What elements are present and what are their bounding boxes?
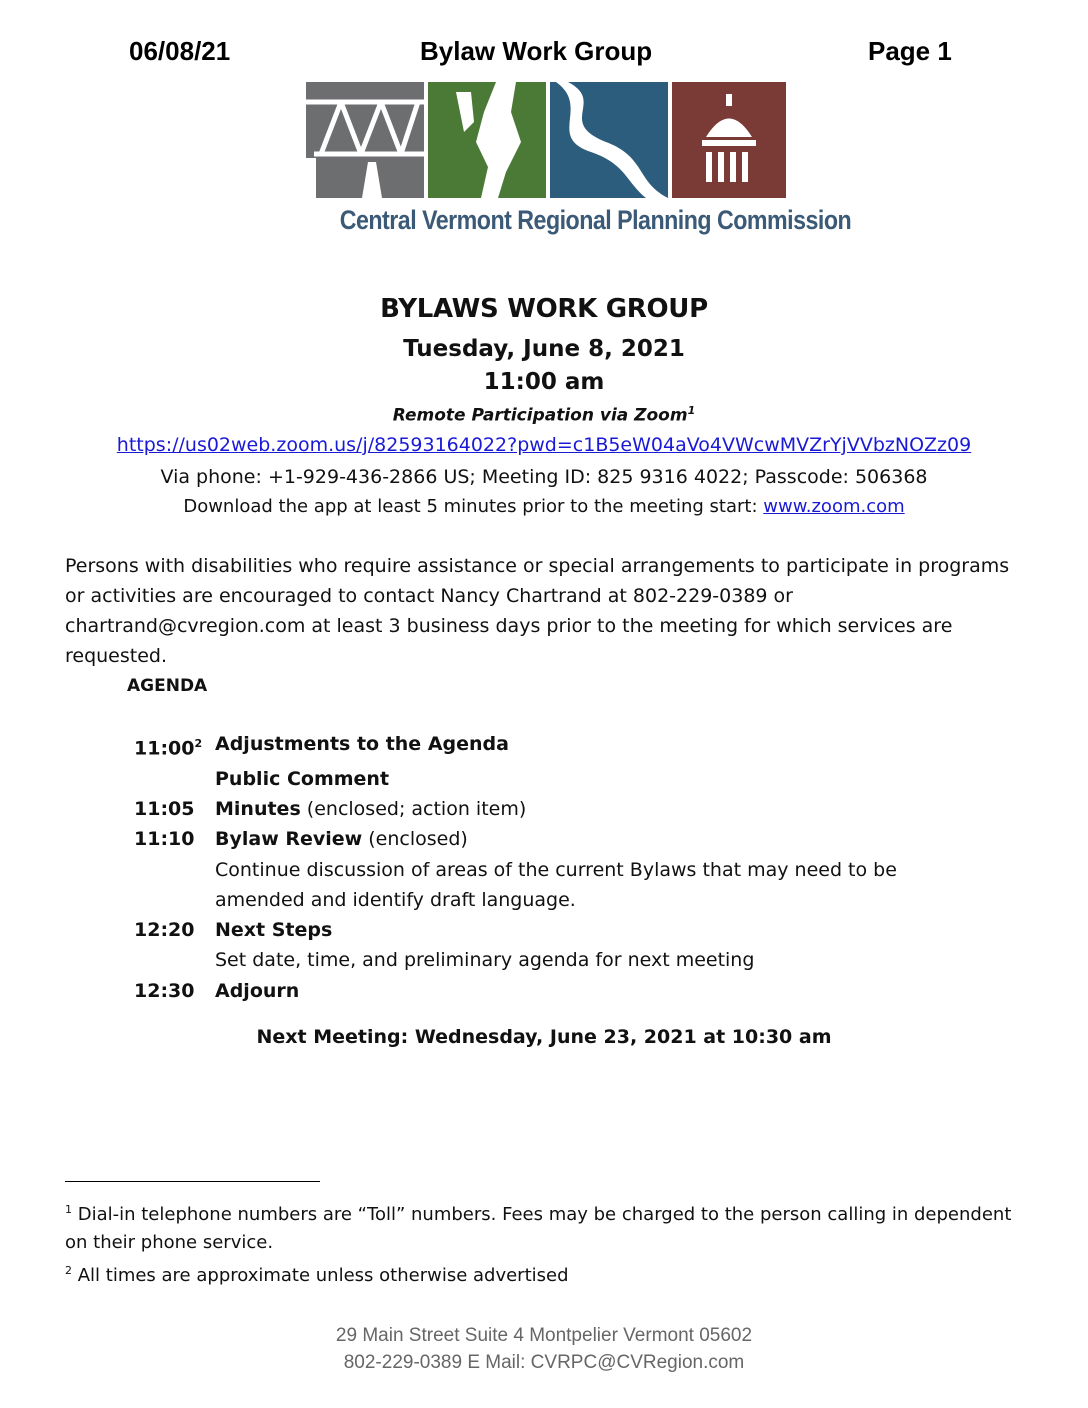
footnote-1: $^1$ Dial-in telephone numbers are “Toll” numbers. Fees may be charged to the person calling in dependent on their phone service.	[65, 1203, 1012, 1253]
agenda-item-description	[134, 945, 897, 975]
footnote-2: $^2$ All times are approximate unless otherwise advertised	[65, 1264, 569, 1286]
agenda-item-title: Minutes	[215, 797, 301, 820]
zoom-website-link[interactable]: www.zoom.com	[763, 496, 905, 517]
agenda-time: 11:10	[134, 828, 195, 851]
footnotes	[65, 1196, 1025, 1290]
agenda-item	[134, 824, 897, 854]
agenda-time: 11:05	[134, 797, 195, 820]
meeting-time: 11:00 am	[483, 369, 605, 395]
agenda-item-description	[134, 855, 897, 885]
agenda-item	[134, 729, 897, 764]
agenda-item	[134, 915, 897, 945]
agenda-item	[134, 764, 897, 794]
remote-label-text: Remote Participation via Zoom	[392, 405, 688, 426]
agenda-item-title: Next Steps	[215, 919, 333, 942]
download-text: Download the app at least 5 minutes prior to the meeting start:	[183, 496, 764, 517]
zoom-link-line	[0, 434, 1088, 456]
agenda-item-title: Adjustments to the Agenda	[215, 733, 509, 755]
header-page-number: Page 1	[868, 36, 952, 66]
cvrpc-logo	[306, 82, 786, 198]
download-app-line	[0, 496, 1088, 517]
agenda-time: 12:30	[134, 979, 195, 1002]
agenda-time: 12:20	[134, 919, 195, 942]
agenda-time: $11:00^2$	[134, 737, 203, 760]
header-title: Bylaw Work Group	[420, 36, 653, 66]
footnote-ref-1: 1	[687, 404, 696, 417]
agenda-item-title: Public Comment	[215, 767, 390, 790]
agenda-desc-line: Continue discussion of areas of the current Bylaws that may need to be	[215, 858, 897, 881]
logo-river-panel	[550, 82, 668, 198]
footnote-divider	[65, 1181, 320, 1182]
agenda-item-title: Bylaw Review	[215, 828, 363, 851]
remote-participation-label	[0, 404, 1088, 426]
agenda-desc-line: amended and identify draft language.	[215, 888, 576, 911]
agenda-item-title: Adjourn	[215, 979, 300, 1002]
agenda-item	[134, 976, 897, 1006]
agenda-desc-line: Set date, time, and preliminary agenda for next meeting	[215, 949, 755, 972]
address-block	[0, 1322, 1088, 1376]
meeting-title: BYLAWS WORK GROUP	[380, 294, 708, 324]
phone-dial-in: Via phone: +1-929-436-2866 US; Meeting ID: 825 9316 4022; Passcode: 506368	[160, 466, 928, 488]
zoom-meeting-link[interactable]: https://us02web.zoom.us/j/82593164022?pwd=c1B5eW04aVo4VWcwMVZrYjVVbzNOZz09	[116, 434, 972, 456]
agenda-list	[134, 729, 897, 1006]
agenda-heading: AGENDA	[127, 676, 208, 696]
footnote-ref-2: 2	[194, 737, 203, 750]
agenda-item-note: (enclosed; action item)	[300, 797, 527, 820]
logo-org-name: Central Vermont Regional Planning Commission	[339, 205, 852, 235]
accessibility-notice: Persons with disabilities who require assistance or special arrangements to participate in programs or activities are encouraged to contact Nancy Chartrand at 802-229-0389 or chartrand@cvregion.com at least 3 business days prior to the meeting for which services are requested.	[65, 555, 1010, 667]
agenda-item	[134, 794, 897, 824]
agenda-item-note: (enclosed)	[362, 828, 468, 851]
address-line-1: 29 Main Street Suite 4 Montpelier Vermont 05602	[335, 1325, 753, 1346]
meeting-date: Tuesday, June 8, 2021	[403, 336, 685, 362]
address-line-2: 802-229-0389 E Mail: CVRPC@CVRegion.com	[343, 1352, 745, 1373]
next-meeting: Next Meeting: Wednesday, June 23, 2021 at 10:30 am	[256, 1026, 832, 1048]
agenda-item-description	[134, 885, 897, 915]
header-date: 06/08/21	[129, 36, 231, 66]
